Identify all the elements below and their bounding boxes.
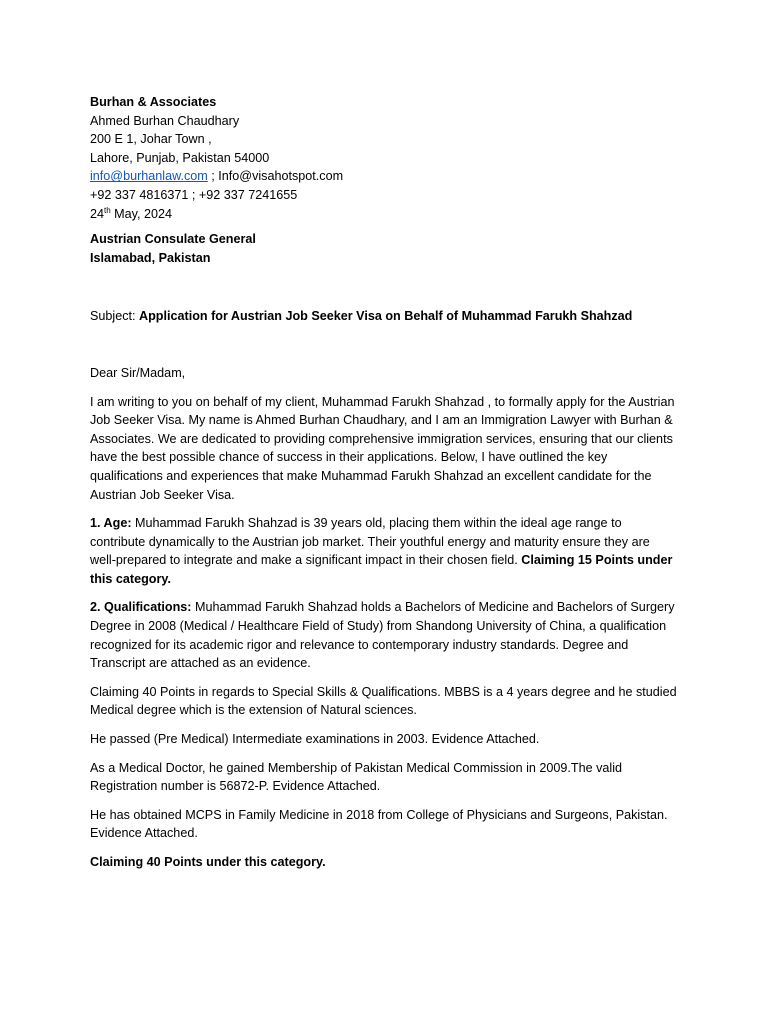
sender-email-line bbox=[90, 167, 678, 186]
sender-address-line2: Lahore, Punjab, Pakistan 54000 bbox=[90, 150, 270, 165]
sender-firm: Burhan & Associates bbox=[90, 95, 217, 109]
recipient-line2: Islamabad, Pakistan bbox=[90, 250, 211, 265]
subject-line bbox=[90, 307, 678, 326]
age-claim: Claiming 15 Points under this category. bbox=[90, 553, 673, 586]
intro-paragraph: I am writing to you on behalf of my client, Muhammad Farukh Shahzad , to formally apply for the Austrian Job Seeker Visa. My name is Ahmed Burhan Chaudhary, and I am an Immigration Lawyer with Burhan & Associates. We are dedicated to providing comprehensive immigration services, ensuring that our clients have the best possible chance of success in their applications. Below, I have outlined the key qualifications and experiences that make Muhammad Farukh Shahzad an excellent candidate for the Austrian Job Seeker Visa. bbox=[90, 394, 675, 502]
salutation: Dear Sir/Madam, bbox=[90, 365, 186, 380]
sender-name: Ahmed Burhan Chaudhary bbox=[90, 113, 240, 128]
age-text: Muhammad Farukh Shahzad is 39 years old, placing them within the ideal age range to contribute dynamically to the Austrian job market. Their youthful energy and maturity ensure they are well-prepared to integrate and make a significant impact in their chosen field. bbox=[90, 516, 650, 568]
age-heading: 1. Age: bbox=[90, 516, 132, 531]
age-section bbox=[90, 514, 678, 588]
email-secondary: Info@visahotspot.com bbox=[218, 169, 344, 184]
sender-phones: +92 337 4816371 ; +92 337 7241655 bbox=[90, 187, 298, 202]
qualifications-claim: Claiming 40 Points under this category. bbox=[90, 855, 326, 869]
recipient-line1: Austrian Consulate General bbox=[90, 232, 256, 247]
qualifications-section bbox=[90, 598, 678, 672]
qualifications-heading: 2. Qualifications: bbox=[90, 600, 192, 615]
qualifications-paragraph-4: As a Medical Doctor, he gained Membership of Pakistan Medical Commission in 2009.The valid Registration number is 56872-P. Evidence Attached. bbox=[90, 760, 622, 794]
email-separator: ; bbox=[207, 169, 219, 184]
subject-label: Subject: bbox=[90, 309, 140, 324]
sender-address-line1: 200 E 1, Johar Town , bbox=[90, 132, 212, 147]
qualifications-paragraph-5: He has obtained MCPS in Family Medicine in 2018 from College of Physicians and Surgeons, Pakistan. Evidence Attached. bbox=[90, 807, 668, 841]
qualifications-paragraph-3: He passed (Pre Medical) Intermediate examinations in 2003. Evidence Attached. bbox=[90, 732, 540, 747]
recipient-block bbox=[90, 230, 678, 267]
qualifications-text: Muhammad Farukh Shahzad holds a Bachelors of Medicine and Bachelors of Surgery Degree in 2008 (Medical / Healthcare Field of Study) from Shandong University of China, a qualification recognized for its academic rigor and relevance to contemporary industry standards. Degree and Transcript are attached as an evidence. bbox=[90, 600, 675, 671]
date-day: 24 bbox=[90, 206, 105, 221]
sender-block bbox=[90, 93, 678, 223]
date-ordinal: th bbox=[104, 205, 111, 215]
qualifications-paragraph-2: Claiming 40 Points in regards to Special Skills & Qualifications. MBBS is a 4 years degree and he studied Medical degree which is the extension of Natural sciences. bbox=[90, 684, 677, 718]
date-rest: May, 2024 bbox=[110, 206, 173, 221]
email-link[interactable]: info@burhanlaw.com bbox=[90, 169, 208, 184]
letter-date bbox=[90, 205, 678, 224]
subject-text: Application for Austrian Job Seeker Visa on Behalf of Muhammad Farukh Shahzad bbox=[139, 309, 633, 324]
